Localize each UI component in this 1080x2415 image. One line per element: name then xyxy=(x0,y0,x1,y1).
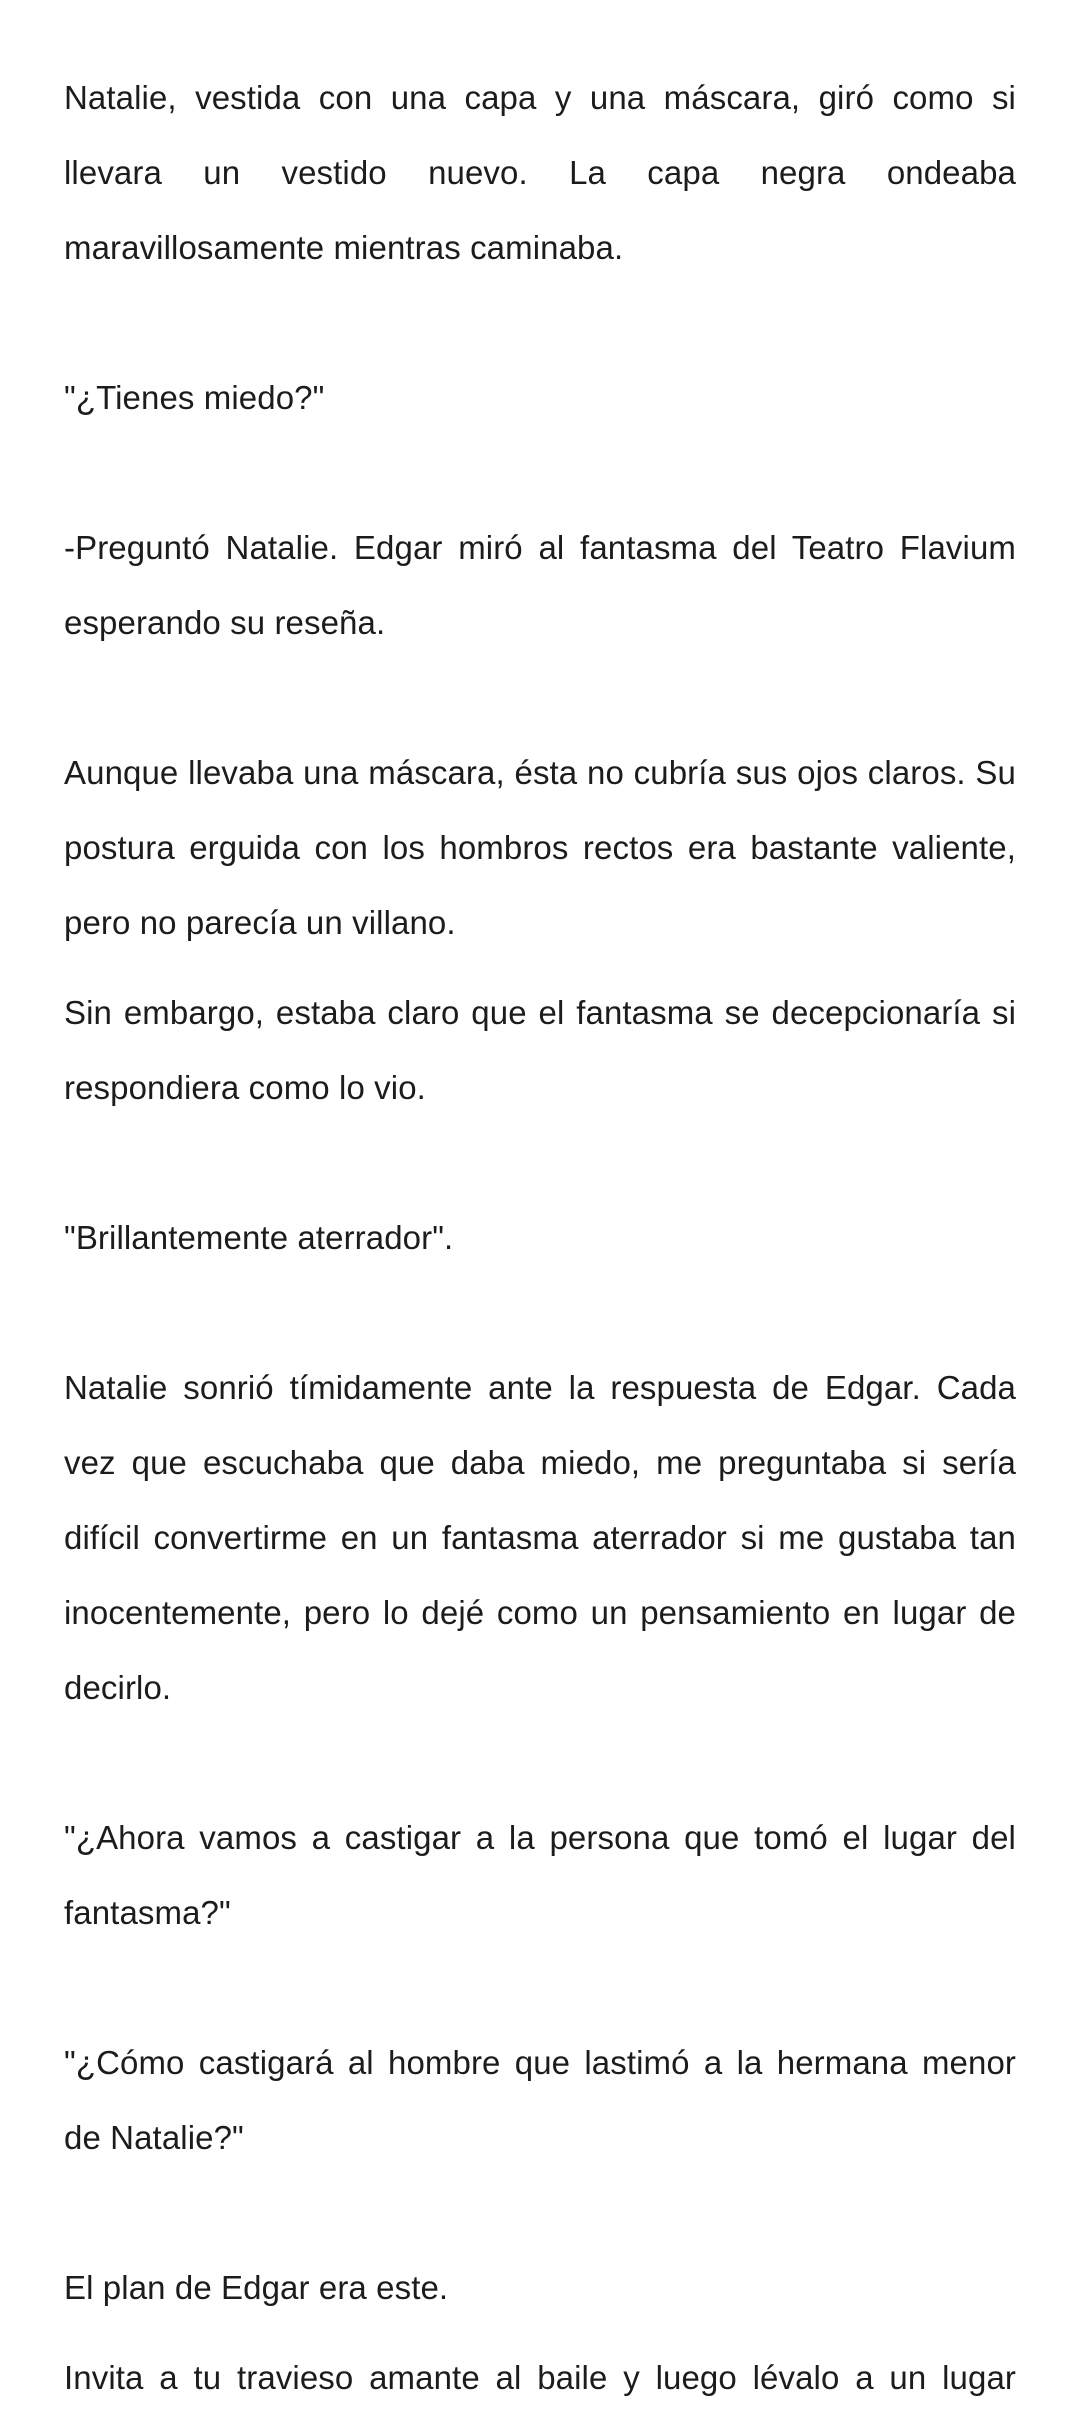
paragraph-11: Invita a tu travieso amante al baile y luego lévalo a un lugar xyxy=(64,2359,1016,2396)
paragraph-7: Natalie sonrió tímidamente ante la respuesta de Edgar. Cada vez que escuchaba que daba miedo, me preguntaba si sería difícil convertirme en un fantasma aterrador si me gustaba tan inocentemente, pero lo dejé como un pensamiento en lugar de decirlo. xyxy=(64,1369,1016,1706)
reading-page[interactable] xyxy=(64,60,1016,2415)
paragraph-10: El plan de Edgar era este. xyxy=(64,2269,449,2306)
paragraph-3: -Preguntó Natalie. Edgar miró al fantasma del Teatro Flavium esperando su reseña. xyxy=(64,529,1016,641)
paragraph-8: "¿Ahora vamos a castigar a la persona que tomó el lugar del fantasma?" xyxy=(64,1819,1016,1931)
paragraph-4: Aunque llevaba una máscara, ésta no cubría sus ojos claros. Su postura erguida con los hombros rectos era bastante valiente, pero no parecía un villano. xyxy=(64,754,1016,941)
paragraph-1: Natalie, vestida con una capa y una máscara, giró como si llevara un vestido nuevo. La capa negra ondeaba maravillosamente mientras caminaba. xyxy=(64,79,1016,266)
paragraph-2: "¿Tienes miedo?" xyxy=(64,379,325,416)
paragraph-5: Sin embargo, estaba claro que el fantasma se decepcionaría si respondiera como lo vio. xyxy=(64,994,1016,1106)
paragraph-9: "¿Cómo castigará al hombre que lastimó a la hermana menor de Natalie?" xyxy=(64,2044,1016,2156)
paragraph-6: "Brillantemente aterrador". xyxy=(64,1219,454,1256)
